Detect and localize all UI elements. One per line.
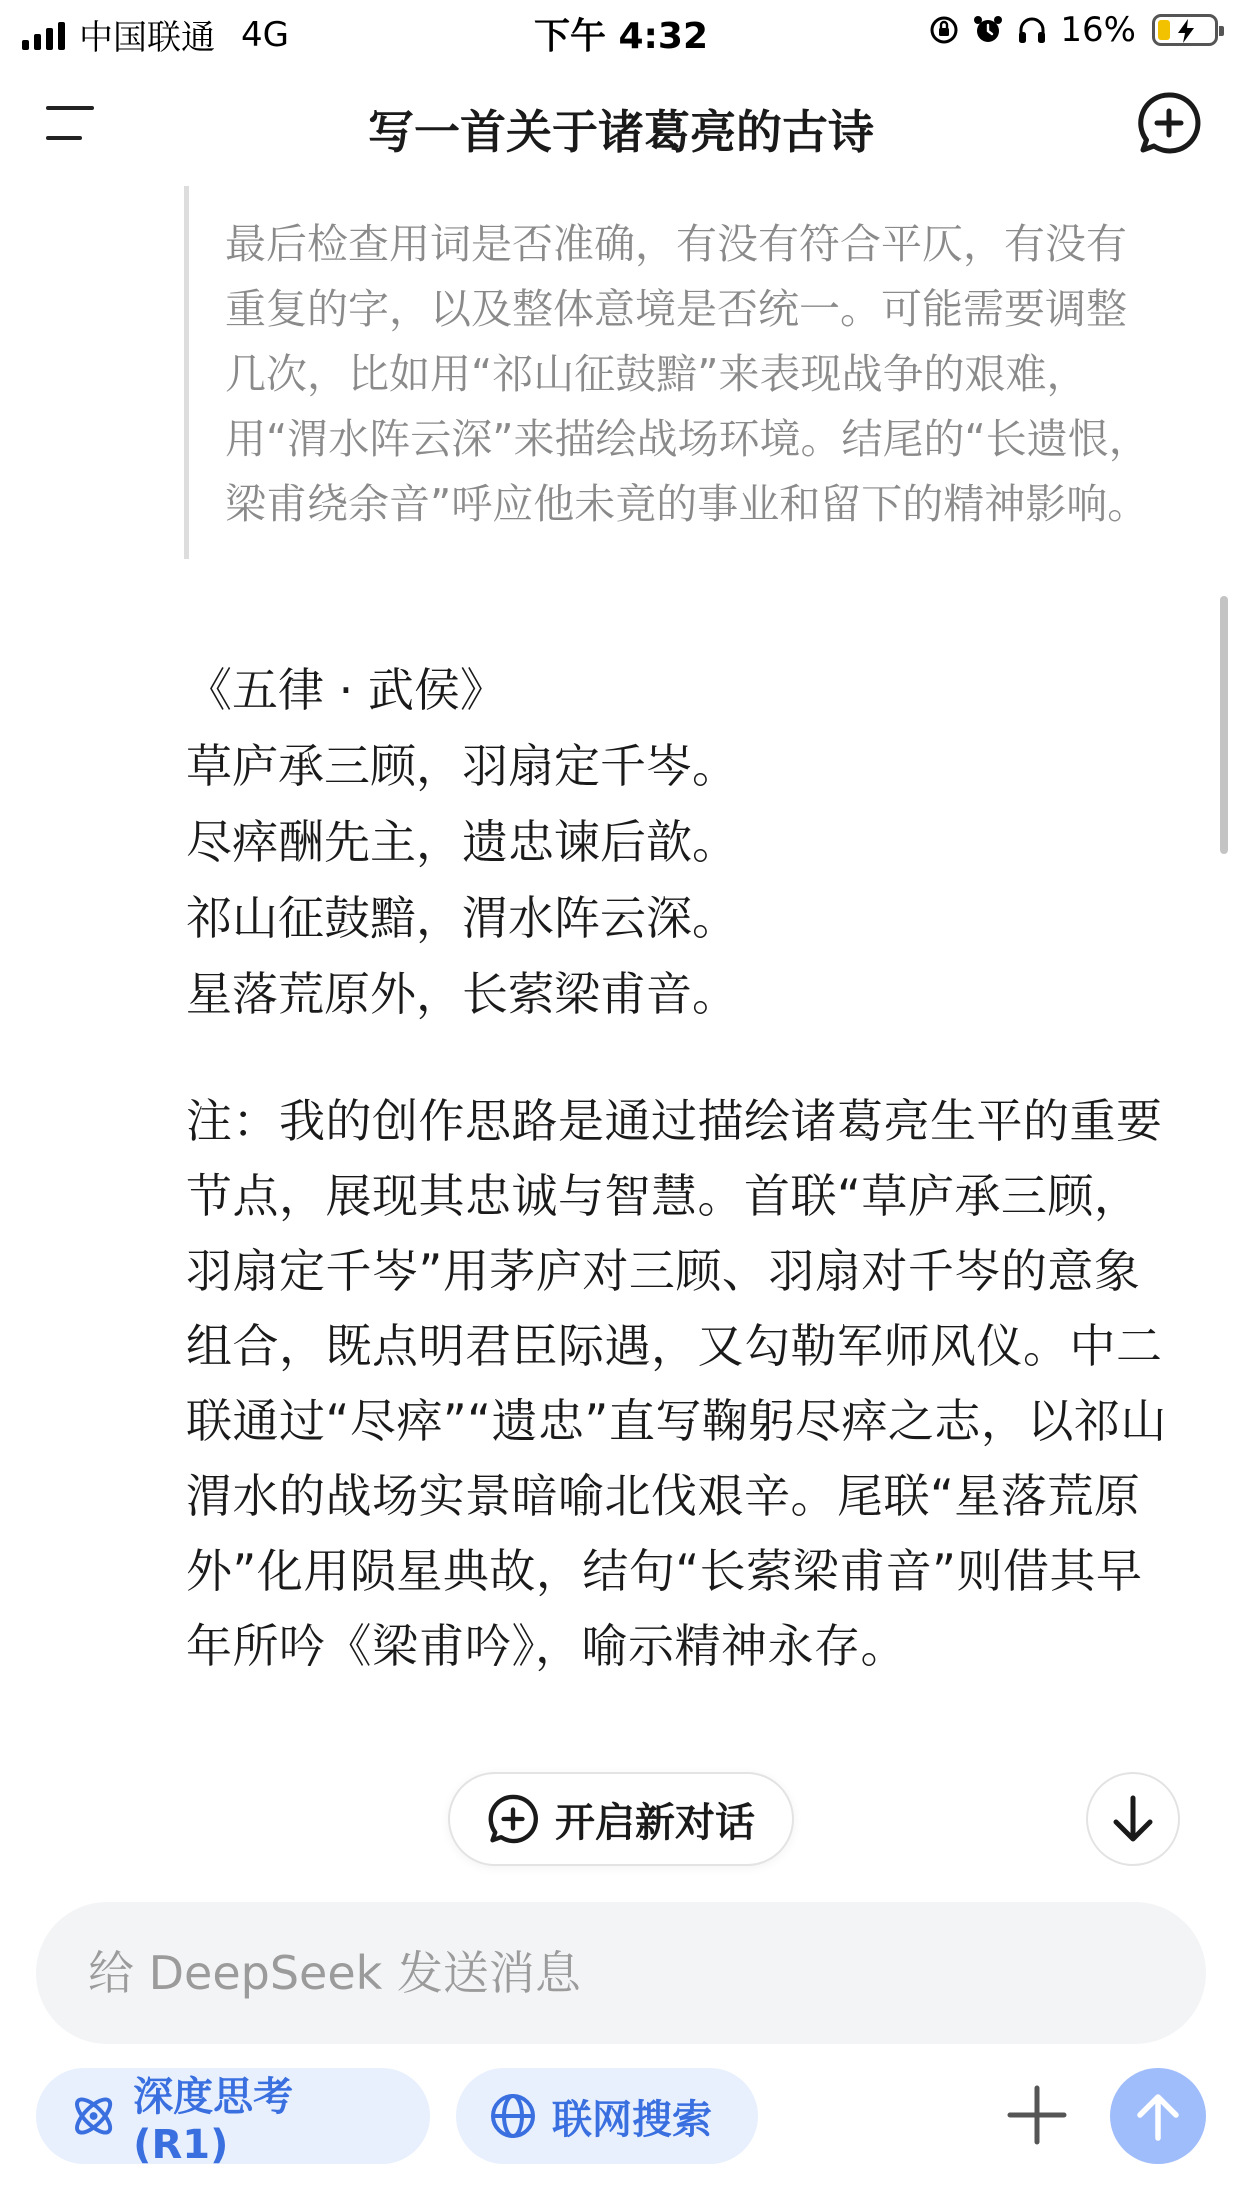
battery-icon [1152,14,1218,46]
poem-block [186,652,1186,1032]
web-search-label: 联网搜索 [552,2096,712,2143]
deep-think-toggle[interactable] [36,2068,430,2168]
poem-line: 祁山征鼓黯，渭水阵云深。 [186,891,738,945]
web-search-toggle[interactable] [456,2068,758,2164]
arrow-down-icon [1110,1794,1156,1844]
status-time: 下午 4:32 [533,16,709,57]
orientation-lock-icon [928,14,960,46]
new-chat-icon[interactable] [1136,90,1202,156]
atom-icon [68,2090,119,2142]
carrier-label: 中国联通 [79,18,215,58]
status-right [928,10,1218,50]
page-title: 写一首关于诸葛亮的古诗 [368,105,874,159]
open-new-chat-label: 开启新对话 [555,1799,755,1846]
chat-header [0,62,1242,186]
poem-title: 《五律 · 武侯》 [186,663,506,717]
message-input[interactable] [86,1902,1166,2044]
poem-line: 星落荒原外，长萦梁甫音。 [186,967,738,1021]
status-bar [0,0,1242,62]
deep-think-label: 深度思考 (R1) [133,2073,294,2168]
scrollbar[interactable] [1220,596,1228,854]
network-label: 4G [241,14,289,55]
arrow-up-icon [1134,2090,1182,2142]
headphones-icon [1016,14,1048,46]
poem-line: 草庐承三顾，羽扇定千岑。 [186,739,738,793]
charging-bolt-icon [1175,18,1197,44]
send-button[interactable] [1110,2068,1206,2164]
message-input-container [36,1902,1206,2044]
globe-icon [488,2091,538,2141]
thinking-block [184,186,1164,559]
alarm-icon [972,14,1004,46]
note-paragraph: 注：我的创作思路是通过描绘诸葛亮生平的重要节点，展现其忠诚与智慧。首联“草庐承三顾，羽扇定千岑”用茅庐对三顾、羽扇对千岑的意象组合，既点明君臣际遇，又勾勒军师风仪。中二联通过“尽瘁”“遗忠”直写鞠躬尽瘁之志，以祁山渭水的战场实景暗喻北伐艰辛。尾联“星落荒原外”化用陨星典故，结句“长萦梁甫音”则借其早年所吟《梁甫吟》，喻示精神永存。 [186,1094,1167,1673]
scroll-to-bottom-button[interactable] [1086,1772,1180,1866]
battery-percent: 16% [1060,10,1136,50]
thinking-text: 最后检查用词是否准确，有没有符合平仄，有没有重复的字，以及整体意境是否统一。可能需要调整几次，比如用“祁山征鼓黯”来表现战争的艰难，用“渭水阵云深”来描绘战场环境。结尾的“长遗恨，梁甫绕余音”呼应他未竟的事业和留下的精神影响。 [225,220,1150,528]
add-attachment-icon[interactable] [1004,2082,1070,2148]
chat-content [0,186,1242,1746]
input-toolbar [0,2068,1242,2168]
new-chat-icon [487,1793,539,1845]
poem-line: 尽瘁酬先主，遗忠谏后歆。 [186,815,738,869]
open-new-chat-button[interactable] [448,1772,794,1866]
